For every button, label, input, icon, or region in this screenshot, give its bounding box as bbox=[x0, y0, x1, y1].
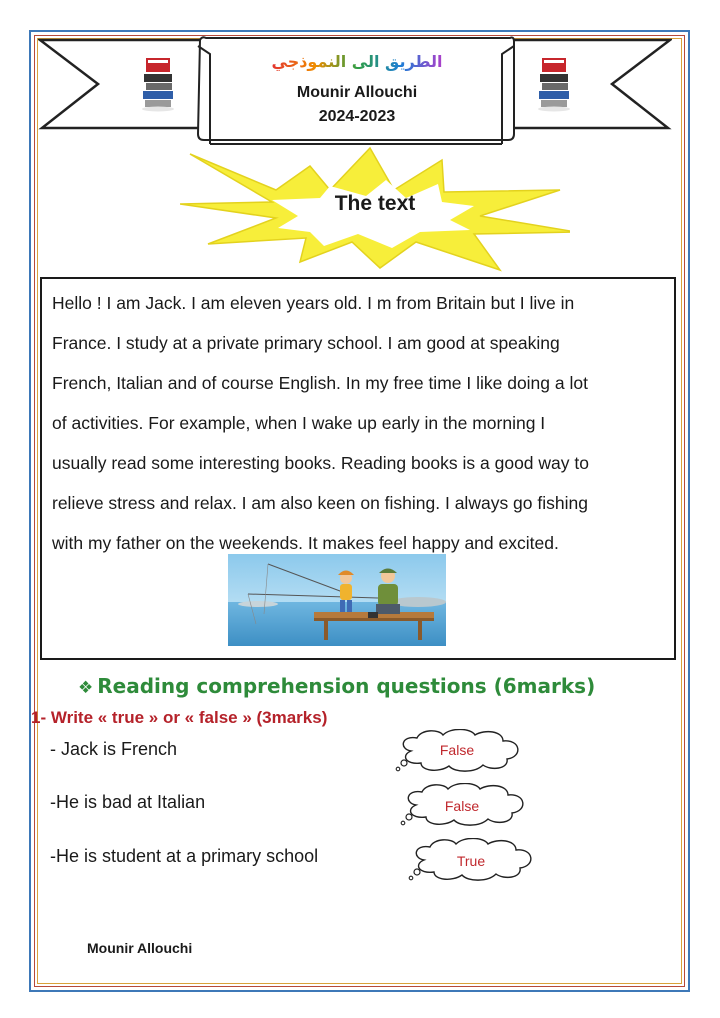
passage-line: usually read some interesting books. Reading books is a good way to bbox=[52, 453, 589, 473]
section-title bbox=[78, 674, 595, 698]
section-bullet: ❖ bbox=[78, 678, 94, 698]
section-title-text: Reading comprehension questions (6marks) bbox=[97, 674, 596, 698]
passage-line: relieve stress and relax. I am also keen on fishing. I always go fishing bbox=[52, 493, 588, 513]
answer-label: False bbox=[444, 798, 480, 814]
books-stack-icon-right bbox=[536, 50, 572, 112]
passage-line: of activities. For example, when I wake up early in the morning I bbox=[52, 413, 546, 433]
fishing-illustration bbox=[228, 554, 446, 646]
header-author: Mounir Allouchi bbox=[296, 84, 418, 101]
arabic-title: الطريق الى النموذجي bbox=[271, 52, 443, 71]
answer-label: False bbox=[439, 742, 475, 758]
passage-line: Hello ! I am Jack. I am eleven years old. I m from Britain but I live in bbox=[52, 293, 575, 313]
passage-line: with my father on the weekends. It makes feel happy and excited. bbox=[52, 533, 559, 553]
footer-author: Mounir Allouchi bbox=[87, 940, 193, 956]
answer-label: True bbox=[456, 853, 486, 869]
question-1-title: 1- Write « true » or « false » (3marks) bbox=[31, 708, 328, 727]
question-statement: - Jack is French bbox=[50, 739, 178, 759]
heading-the-text: The text bbox=[334, 192, 416, 215]
passage-line: French, Italian and of course English. In my free time I like doing a lot bbox=[52, 373, 588, 393]
passage-text bbox=[52, 283, 672, 563]
question-statement: -He is bad at Italian bbox=[50, 792, 206, 812]
books-stack-icon-left bbox=[140, 50, 176, 112]
question-statement: -He is student at a primary school bbox=[50, 846, 319, 866]
passage-line: France. I study at a private primary school. I am good at speaking bbox=[52, 333, 560, 353]
header-year: 2024-2023 bbox=[318, 108, 396, 125]
